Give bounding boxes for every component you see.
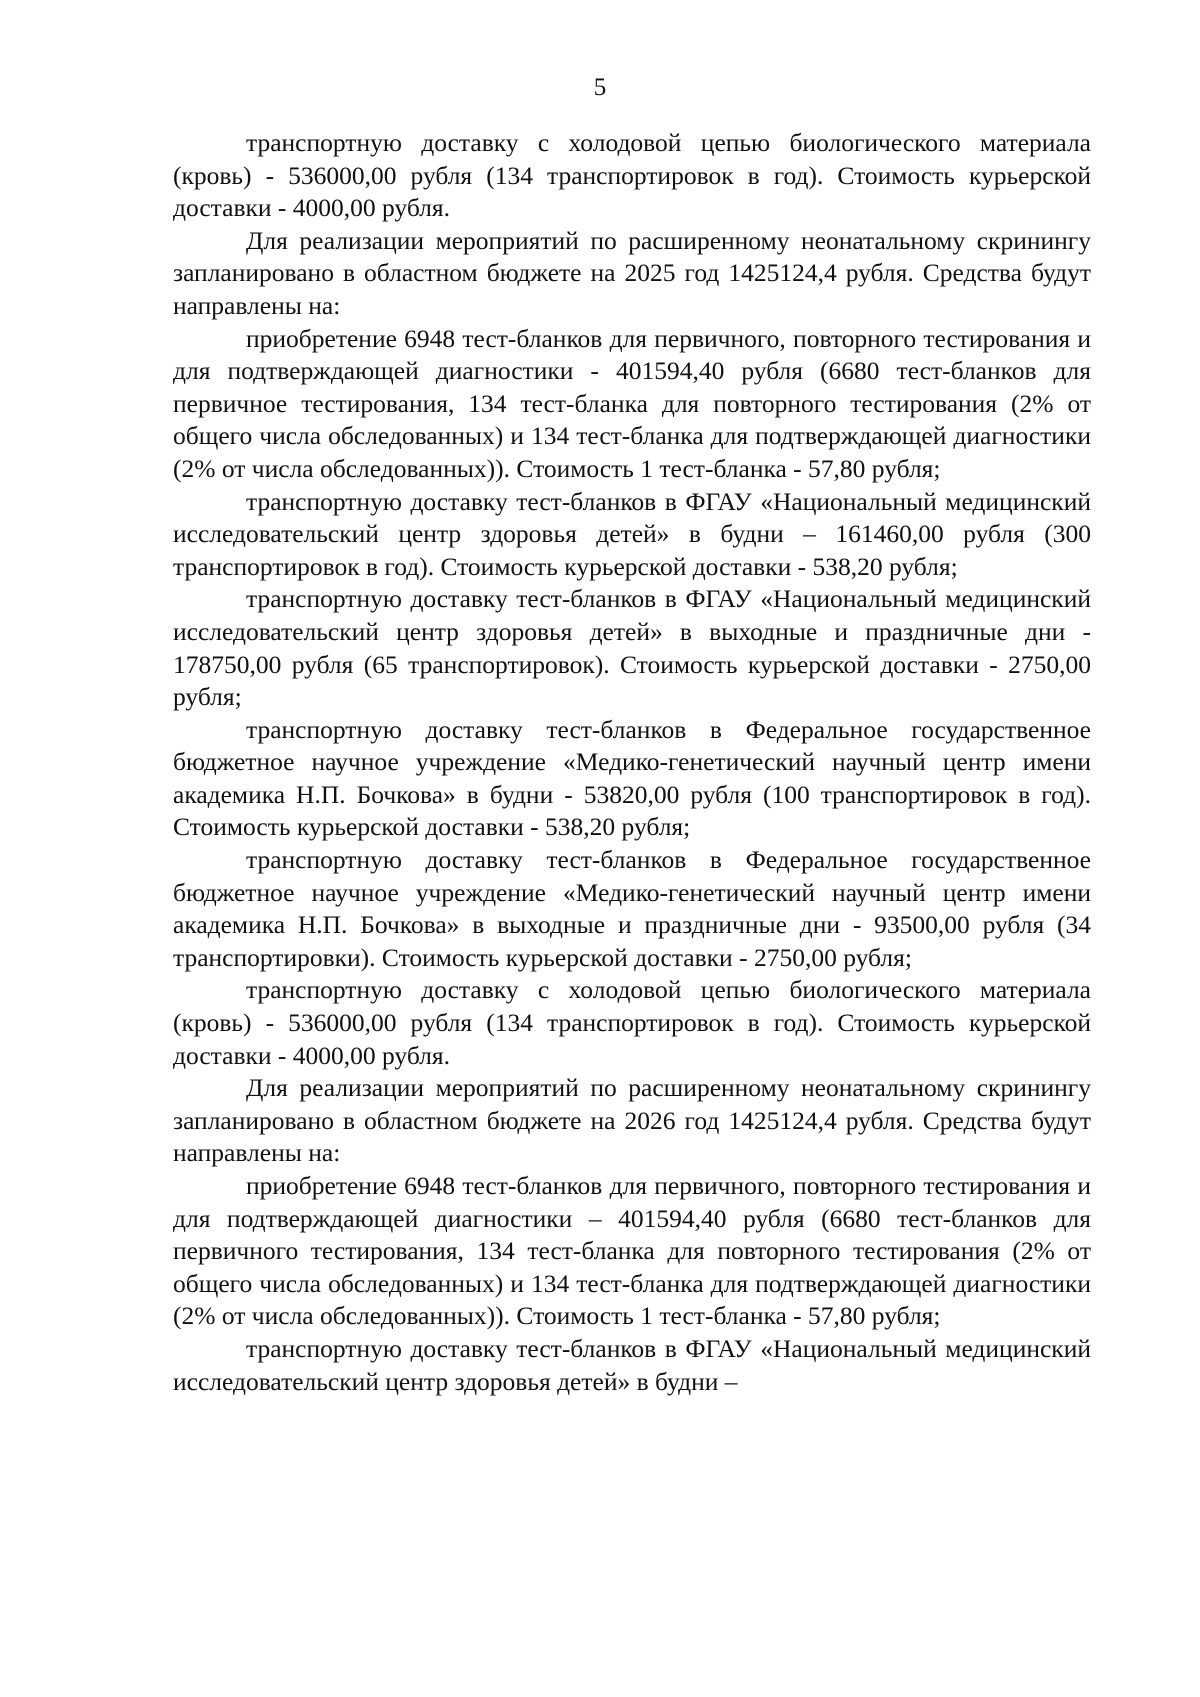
paragraph-budget-2026: Для реализации мероприятий по расширенному неонатальному скринингу запланировано в областном бюджете на 2026 год 1425124,4 рубля. Средства будут направлены на:: [173, 1073, 1091, 1168]
paragraph-cold-chain-delivery-2025: транспортную доставку с холодовой цепью биологического материала (кровь) - 536000,00 рубля (134 транспортировок в год). Стоимость курьерской доставки - 4000,00 рубля.: [173, 128, 1091, 223]
paragraph-test-forms-purchase-2026: приобретение 6948 тест-бланков для первичного, повторного тестирования и для подтверждающей диагностики – 401594,40 рубля (6680 тест-бланков для первичного тестирования, 134 тест-бланка для повторного тестирования (2% от общего числа обследованных) и 134 тест-бланка для подтверждающей диагностики (2% от числа обследованных)). Стоимость 1 тест-бланка - 57,80 рубля;: [173, 1171, 1091, 1331]
paragraph-delivery-fgau-weekends-2025: транспортную доставку тест-бланков в ФГАУ «Национальный медицинский исследовательский центр здоровья детей» в выходные и праздничные дни - 178750,00 рубля (65 транспортировок). Стоимость курьерской доставки - 2750,00 рубля;: [173, 584, 1091, 712]
paragraph-delivery-fgau-weekdays-2026: транспортную доставку тест-бланков в ФГАУ «Национальный медицинский исследовательский центр здоровья детей» в будни –: [173, 1333, 1091, 1396]
paragraph-test-forms-purchase-2025: приобретение 6948 тест-бланков для первичного, повторного тестирования и для подтверждающей диагностики - 401594,40 рубля (6680 тест-бланков для первичное тестирования, 134 тест-бланка для повторного тестирования (2% от общего числа обследованных) и 134 тест-бланка для подтверждающей диагностики (2% от числа обследованных)). Стоимость 1 тест-бланка - 57,80 рубля;: [173, 323, 1091, 483]
paragraph-delivery-fgau-weekdays-2025: транспортную доставку тест-бланков в ФГАУ «Национальный медицинский исследовательский центр здоровья детей» в будни – 161460,00 рубля (300 транспортировок в год). Стоимость курьерской доставки - 538,20 рубля;: [173, 486, 1091, 581]
document-body: [173, 127, 1091, 1398]
paragraph-delivery-mgnc-weekdays-2025: транспортную доставку тест-бланков в Федеральное государственное бюджетное научное учреждение «Медико-генетический научный центр имени академика Н.П. Бочкова» в будни - 53820,00 рубля (100 транспортировок в год). Стоимость курьерской доставки - 538,20 рубля;: [173, 714, 1091, 842]
paragraph-delivery-mgnc-weekends-2025: транспортную доставку тест-бланков в Федеральное государственное бюджетное научное учреждение «Медико-генетический научный центр имени академика Н.П. Бочкова» в выходные и праздничные дни - 93500,00 рубля (34 транспортировки). Стоимость курьерской доставки - 2750,00 рубля;: [173, 845, 1091, 972]
page-number: 5: [593, 74, 607, 101]
paragraph-budget-2025: Для реализации мероприятий по расширенному неонатальному скринингу запланировано в областном бюджете на 2025 год 1425124,4 рубля. Средства будут направлены на:: [173, 225, 1091, 320]
paragraph-cold-chain-delivery-2025-b: транспортную доставку с холодовой цепью биологического материала (кровь) - 536000,00 рубля (134 транспортировок в год). Стоимость курьерской доставки - 4000,00 рубля.: [173, 975, 1091, 1070]
